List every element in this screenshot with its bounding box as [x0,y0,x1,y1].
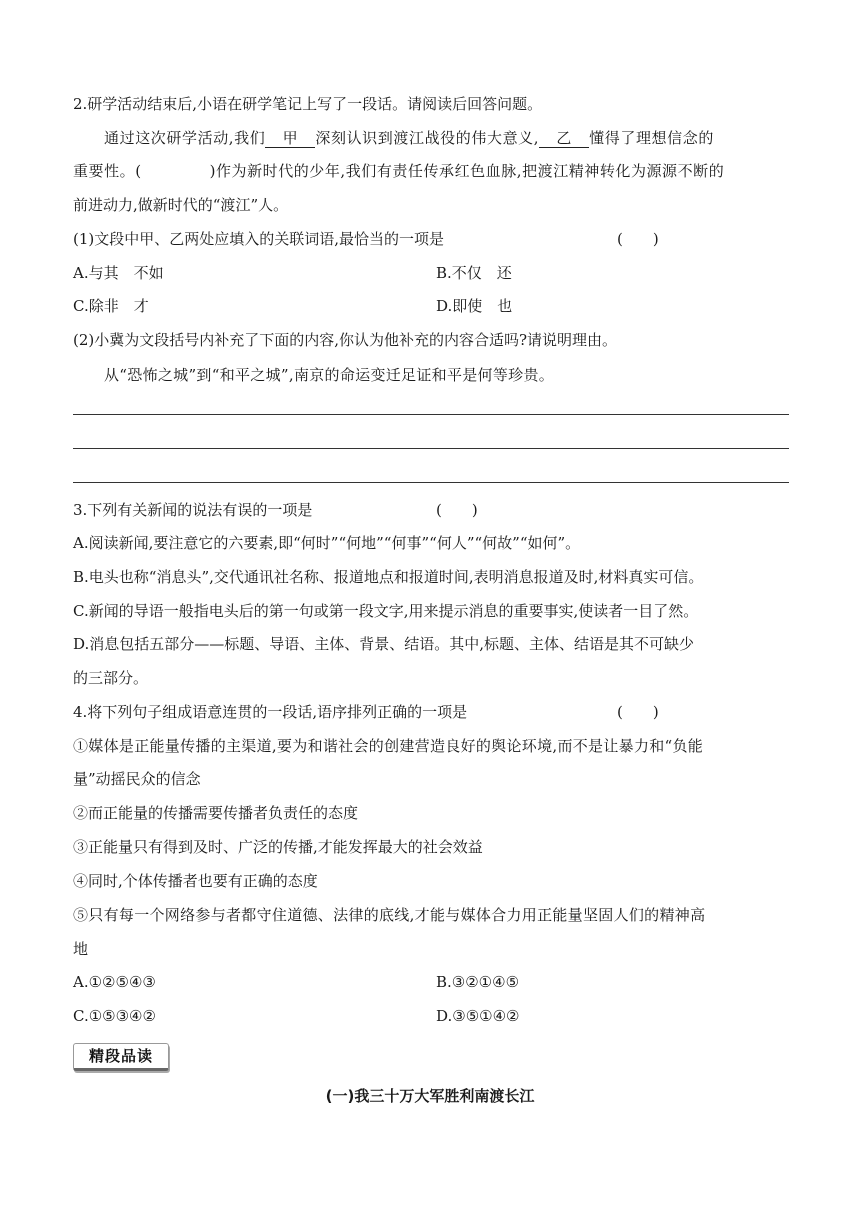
q4-sentence-5: ⑤只有每一个网络参与者都守住道德、法律的底线,才能与媒体合力用正能量坚固人们的精神高 [73,906,706,924]
q2-option-d[interactable]: D.即使 也 [436,297,513,315]
q4-option-b[interactable]: B.③②①④⑤ [436,973,520,991]
q2-paragraph-line-2 [73,161,724,181]
q2-sub1-answer-paren[interactable]: ( ) [617,230,659,248]
blank-yi: 乙 [539,129,589,148]
q4-option-a[interactable]: A.①②⑤④③ [73,973,156,991]
q2-option-b[interactable]: B.不仅 还 [436,264,512,282]
q2-para-text: )作为新时代的少年,我们有责任传承红色血脉,把渡江精神转化为源源不断的 [209,162,725,180]
q4-sentence-3: ③正能量只有得到及时、广泛的传播,才能发挥最大的社会效益 [73,838,483,856]
q4-sentence-5-continued: 地 [73,940,89,958]
q2-sub1-stem: (1)文段中甲、乙两处应填入的关联词语,最恰当的一项是 [73,230,445,248]
q4-option-c[interactable]: C.①⑤③④② [73,1007,156,1025]
q2-stem: 2.研学活动结束后,小语在研学笔记上写了一段话。请阅读后回答问题。 [73,95,543,113]
section-subtitle: (一)我三十万大军胜利南渡长江 [325,1087,535,1105]
q3-option-d-continued: 的三部分。 [73,669,149,687]
q3-option-d[interactable]: D.消息包括五部分——标题、导语、主体、背景、结语。其中,标题、主体、结语是其不可缺少 [73,635,695,653]
q2-paragraph-line-1 [104,128,714,148]
q4-sentence-2: ②而正能量的传播需要传播者负责任的态度 [73,804,359,822]
q3-stem: 3.下列有关新闻的说法有误的一项是 [73,501,313,519]
q2-sub2-quote: 从“恐怖之城”到“和平之城”,南京的命运变迁足证和平是何等珍贵。 [104,366,555,384]
q3-answer-paren[interactable]: ( ) [436,501,478,519]
q2-para-text: 通过这次研学活动,我们 [104,129,266,147]
answer-line[interactable] [73,482,789,483]
q2-para-text: 懂得了理想信念的 [589,129,714,147]
q4-option-d[interactable]: D.③⑤①④② [436,1007,520,1025]
q2-sub2-stem: (2)小冀为文段括号内补充了下面的内容,你认为他补充的内容合适吗?请说明理由。 [73,331,618,349]
q2-option-a[interactable]: A.与其 不如 [73,264,164,282]
q2-option-c[interactable]: C.除非 才 [73,297,149,315]
blank-jia: 甲 [265,129,315,148]
answer-line[interactable] [73,414,789,415]
q2-paragraph-line-3: 前进动力,做新时代的“渡江”人。 [73,196,289,214]
q4-sentence-4: ④同时,个体传播者也要有正确的态度 [73,872,318,890]
q4-sentence-1-continued: 量”动摇民众的信念 [73,770,201,788]
q3-option-b[interactable]: B.电头也称“消息头”,交代通讯社名称、报道地点和报道时间,表明消息报道及时,材料真实可信。 [73,568,704,586]
q3-option-a[interactable]: A.阅读新闻,要注意它的六要素,即“何时”“何地”“何事”“何人”“何故”“如何”。 [73,534,581,552]
q3-option-c[interactable]: C.新闻的导语一般指电头后的第一句或第一段文字,用来提示消息的重要事实,使读者一目了然。 [73,602,699,620]
q2-para-text: 重要性。( [73,162,142,180]
q2-para-text: 深刻认识到渡江战役的伟大意义, [315,129,540,147]
answer-line[interactable] [73,448,789,449]
q4-answer-paren[interactable]: ( ) [617,703,659,721]
section-badge: 精段品读 [73,1043,169,1071]
q4-stem: 4.将下列句子组成语意连贯的一段话,语序排列正确的一项是 [73,703,468,721]
q4-sentence-1: ①媒体是正能量传播的主渠道,要为和谐社会的创建营造良好的舆论环境,而不是让暴力和“负能 [73,737,704,755]
